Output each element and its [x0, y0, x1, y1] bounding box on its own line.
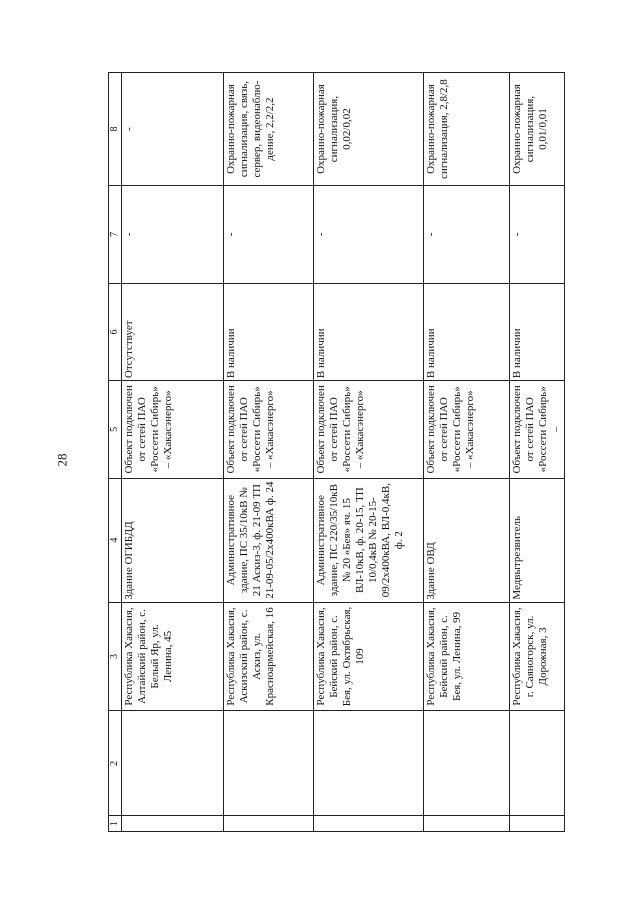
- cell-systems: -: [122, 73, 224, 186]
- cell-connection: Объект подключен от сетей ПАО «Россети Сибирь» – «Хакасэнерго»: [424, 381, 510, 479]
- cell-object: Административное здание, ПС 35/10кВ № 21 Аскиз-3, ф. 21-09 ТП 21-09-05/2х400кВА ф. 24: [224, 478, 314, 602]
- cell-systems: Охранно-пожарная сигнализация, 0,01/0,01: [510, 73, 565, 186]
- cell-number: [510, 816, 565, 832]
- cell-col2: [424, 711, 510, 816]
- cell-address: Республика Хакасия, г. Саяногорск, ул. Дорожная, 3: [510, 602, 565, 711]
- cell-col7: -: [424, 186, 510, 284]
- cell-address: Республика Хакасия, Алтайский район, с. Белый Яр, ул. Ленина, 45: [122, 602, 224, 711]
- cell-object: Административное здание, ПС 220/35/10кВ № 20 «Бея» яч. 15 ВЛ-10кВ, ф. 20-15, ТП 10/0,4кВ № 20-15-09/2х400кВА, ВЛ-0,4кВ, ф. 2: [314, 478, 424, 602]
- table-row: [122, 73, 224, 832]
- column-header: 6: [109, 283, 122, 381]
- cell-connection: Объект подключен от сетей ПАО «Россети Сибирь» –: [510, 381, 565, 479]
- cell-col2: [122, 711, 224, 816]
- column-header: 2: [109, 711, 122, 816]
- cell-col7: -: [510, 186, 565, 284]
- cell-connection: Объект подключен от сетей ПАО «Россети Сибирь» – «Хакасэнерго»: [122, 381, 224, 479]
- cell-availability: В наличии: [224, 283, 314, 381]
- column-header: 7: [109, 186, 122, 284]
- cell-col2: [314, 711, 424, 816]
- column-header: 8: [109, 73, 122, 186]
- column-header: 1: [109, 816, 122, 832]
- cell-col2: [510, 711, 565, 816]
- cell-systems: Охранно-пожарная сигнализация, связь, сервер, видеонаблю-дение, 2,2/2,2: [224, 73, 314, 186]
- table-row: [510, 73, 565, 832]
- cell-object: Здание ОВД: [424, 478, 510, 602]
- data-table: [108, 72, 565, 832]
- column-header: 4: [109, 478, 122, 602]
- cell-object: Здание ОГИБДД: [122, 478, 224, 602]
- cell-address: Республика Хакасия, Аскизский район, с. Аскиз, ул. Красноармейская, 16: [224, 602, 314, 711]
- cell-number: [224, 816, 314, 832]
- cell-availability: В наличии: [424, 283, 510, 381]
- rotated-table-frame: [108, 72, 562, 832]
- cell-col7: -: [314, 186, 424, 284]
- cell-address: Республика Хакасия, Бейский район, с. Бея, ул. Ленина, 99: [424, 602, 510, 711]
- cell-connection: Объект подключен от сетей ПАО «Россети Сибирь» – «Хакасэнерго»: [224, 381, 314, 479]
- page-number-text: 28: [54, 453, 69, 467]
- cell-address: Республика Хакасия, Бейский район, с. Бея, ул. Октябрьская, 109: [314, 602, 424, 711]
- table-row: [314, 73, 424, 832]
- cell-object: Медвытрезвитель: [510, 478, 565, 602]
- cell-availability: В наличии: [314, 283, 424, 381]
- table-row: [424, 73, 510, 832]
- cell-systems: Охранно-пожарная сигнализация, 2,8/2,8: [424, 73, 510, 186]
- cell-number: [424, 816, 510, 832]
- page-number: [52, 430, 72, 490]
- header-row: [109, 73, 122, 832]
- cell-number: [314, 816, 424, 832]
- cell-col2: [224, 711, 314, 816]
- table-row: [224, 73, 314, 832]
- cell-number: [122, 816, 224, 832]
- column-header: 3: [109, 602, 122, 711]
- cell-connection: Объект подключен от сетей ПАО «Россети Сибирь» – «Хакасэнерго»: [314, 381, 424, 479]
- cell-col7: -: [122, 186, 224, 284]
- cell-availability: В наличии: [510, 283, 565, 381]
- cell-systems: Охранно-пожарная сигнализация, 0,02/0,02: [314, 73, 424, 186]
- cell-col7: -: [224, 186, 314, 284]
- column-header: 5: [109, 381, 122, 479]
- cell-availability: Отсутствует: [122, 283, 224, 381]
